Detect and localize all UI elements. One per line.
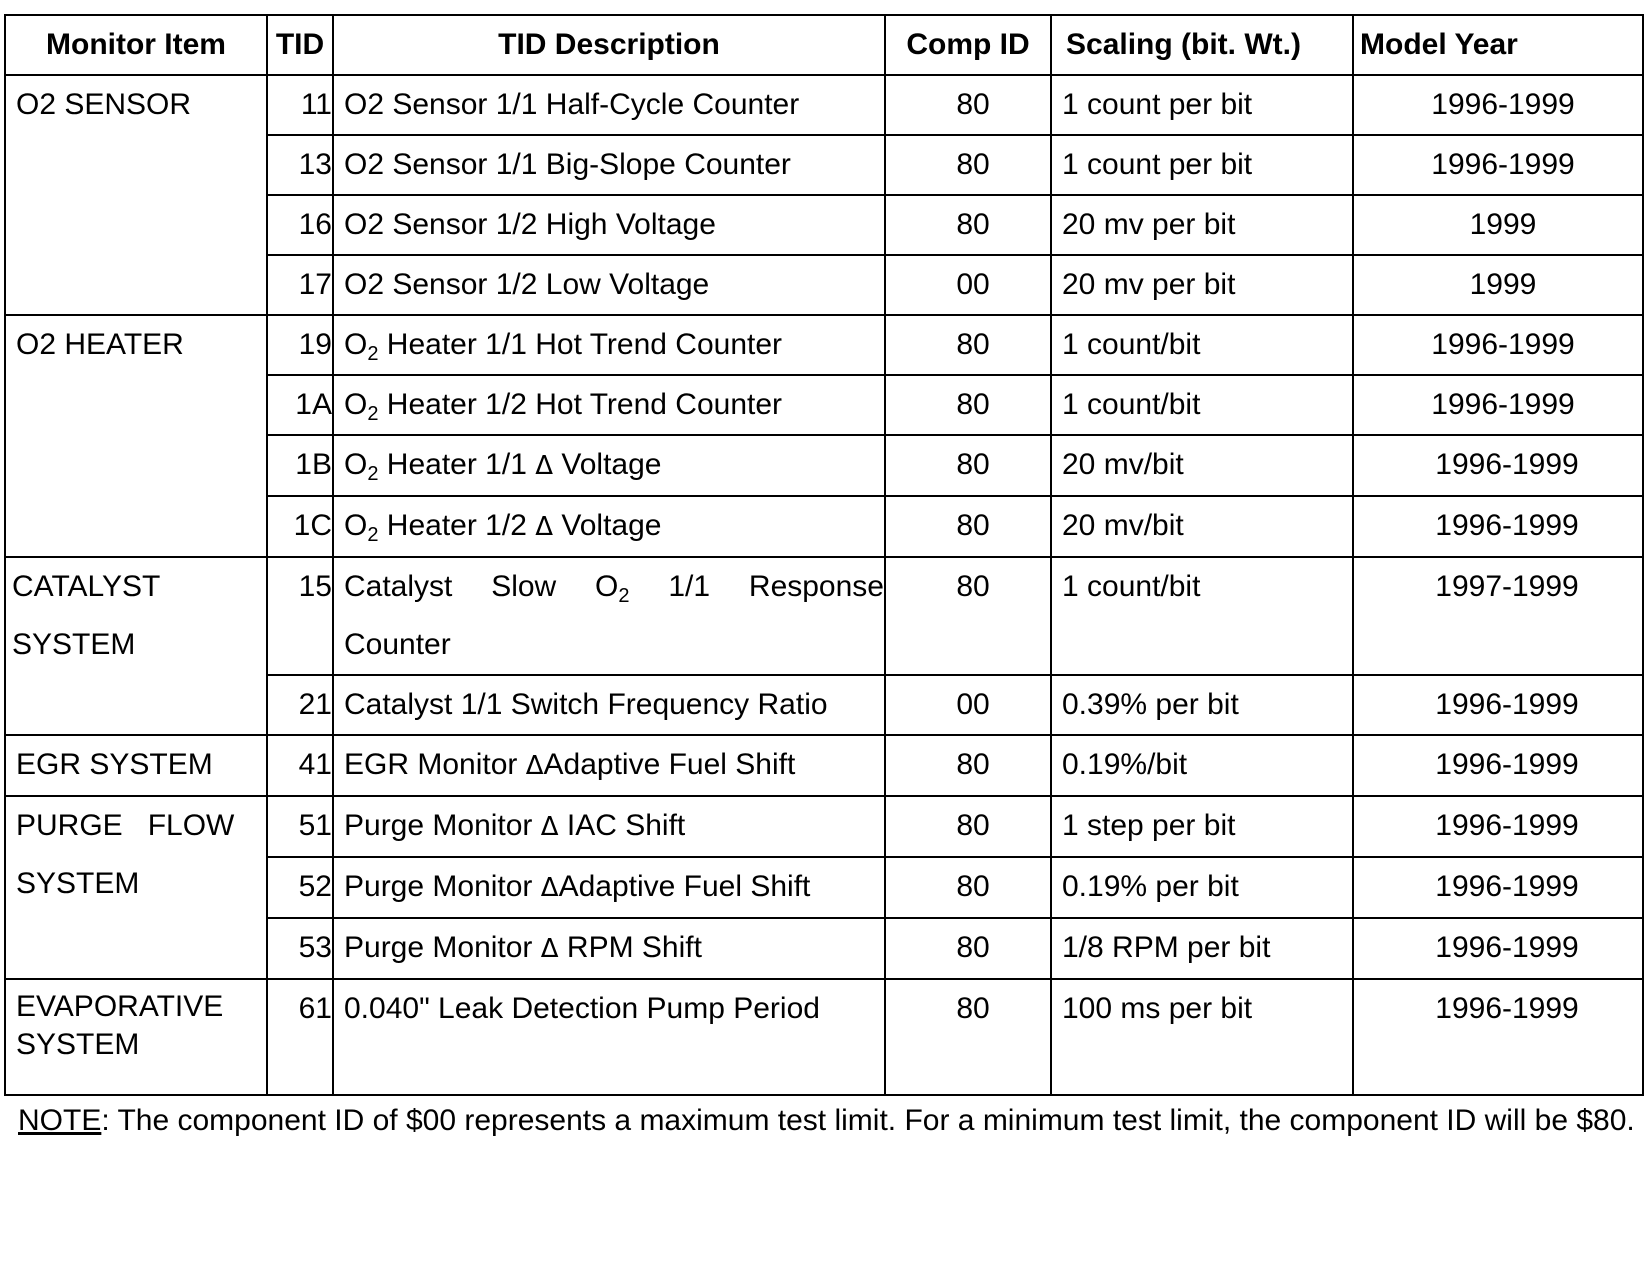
comp-cell: 80 [885,195,1051,255]
tid-cell: 16 [267,195,333,255]
comp-cell: 80 [885,796,1051,857]
tid-cell: 1A [267,375,333,435]
comp-cell: 80 [885,979,1051,1095]
delta-symbol: Δ [535,512,554,542]
header-tid-description: TID Description [333,15,885,75]
footnote [18,1092,1648,1150]
table-row [5,75,1643,135]
comp-cell: 80 [885,557,1051,675]
group-o2-heater: O2 HEATER [5,315,267,557]
scaling-cell: 1 count/bit [1051,557,1353,675]
desc-cell: O2 Sensor 1/2 Low Voltage [333,255,885,315]
group-catalyst-system: CATALYST SYSTEM [5,557,267,735]
desc-cell: Purge Monitor ΔAdaptive Fuel Shift [333,857,885,918]
table-row [5,796,1643,857]
year-cell: 1996-1999 [1353,735,1643,796]
delta-symbol: Δ [540,934,559,964]
desc-cell: O2 Sensor 1/1 Big-Slope Counter [333,135,885,195]
year-cell: 1996-1999 [1353,375,1643,435]
scaling-cell: 20 mv/bit [1051,496,1353,557]
tid-cell: 17 [267,255,333,315]
delta-symbol: Δ [540,812,559,842]
year-cell: 1996-1999 [1353,979,1643,1095]
desc-cell: 0.040" Leak Detection Pump Period [333,979,885,1095]
delta-symbol: Δ [540,873,559,903]
comp-cell: 80 [885,435,1051,496]
scaling-cell: 1 step per bit [1051,796,1353,857]
comp-cell: 80 [885,735,1051,796]
tid-cell: 52 [267,857,333,918]
header-model-year: Model Year [1353,15,1643,75]
comp-cell: 80 [885,135,1051,195]
comp-cell: 80 [885,75,1051,135]
year-cell: 1996-1999 [1353,315,1643,375]
note-text: : The component ID of $00 represents a maximum test limit. For a minimum test limit, the component ID will be $80. [101,1104,1635,1137]
header-tid: TID [267,15,333,75]
scaling-cell: 1 count/bit [1051,375,1353,435]
group-evaporative-system: EVAPORATIVE SYSTEM [5,979,267,1095]
group-egr-system: EGR SYSTEM [5,735,267,796]
comp-cell: 00 [885,255,1051,315]
year-cell: 1996-1999 [1353,496,1643,557]
desc-cell: Purge Monitor Δ IAC Shift [333,796,885,857]
comp-cell: 80 [885,857,1051,918]
scaling-cell: 1/8 RPM per bit [1051,918,1353,979]
desc-cell: O2 Sensor 1/2 High Voltage [333,195,885,255]
desc-cell: $O_2$ Heater 1/1 Hot Trend Counter [333,315,885,375]
desc-cell: Catalyst 1/1 Switch Frequency Ratio [333,675,885,735]
scaling-cell: 100 ms per bit [1051,979,1353,1095]
delta-symbol: Δ [535,451,554,481]
year-cell: 1996-1999 [1353,675,1643,735]
tid-cell: 53 [267,918,333,979]
tid-cell: 1B [267,435,333,496]
year-cell: 1996-1999 [1353,857,1643,918]
year-cell: 1996-1999 [1353,796,1643,857]
year-cell: 1996-1999 [1353,435,1643,496]
table-row [5,557,1643,675]
tid-cell: 1C [267,496,333,557]
comp-cell: 80 [885,918,1051,979]
note-label: NOTE [18,1104,102,1137]
scaling-cell: 0.19% per bit [1051,857,1353,918]
desc-cell: $O_2$ Heater 1/1 Δ Voltage [333,435,885,496]
group-o2-sensor: O2 SENSOR [5,75,267,315]
scaling-cell: 1 count/bit [1051,315,1353,375]
desc-cell: $O_2$ Heater 1/2 Hot Trend Counter [333,375,885,435]
tid-cell: 19 [267,315,333,375]
tid-cell: 21 [267,675,333,735]
scaling-cell: 1 count per bit [1051,75,1353,135]
header-comp-id: Comp ID [885,15,1051,75]
scaling-cell: 20 mv per bit [1051,255,1353,315]
tid-cell: 41 [267,735,333,796]
comp-cell: 80 [885,375,1051,435]
header-row [5,15,1643,75]
tid-cell: 15 [267,557,333,675]
delta-symbol: Δ [525,751,544,781]
year-cell: 1996-1999 [1353,75,1643,135]
comp-cell: 80 [885,315,1051,375]
tid-cell: 51 [267,796,333,857]
scaling-cell: 0.39% per bit [1051,675,1353,735]
desc-cell: Catalyst Slow $O_2$ 1/1 Response Counter [333,557,885,675]
desc-cell: O2 Sensor 1/1 Half-Cycle Counter [333,75,885,135]
comp-cell: 80 [885,496,1051,557]
header-monitor-item: Monitor Item [5,15,267,75]
year-cell: 1996-1999 [1353,135,1643,195]
year-cell: 1999 [1353,195,1643,255]
table-row [5,979,1643,1095]
monitor-table [4,14,1644,1096]
scaling-cell: 20 mv/bit [1051,435,1353,496]
year-cell: 1999 [1353,255,1643,315]
table-row [5,315,1643,375]
scaling-cell: 20 mv per bit [1051,195,1353,255]
tid-cell: 61 [267,979,333,1095]
table-row [5,735,1643,796]
tid-cell: 13 [267,135,333,195]
group-purge-flow-system: PURGE FLOW SYSTEM [5,796,267,979]
desc-cell: Purge Monitor Δ RPM Shift [333,918,885,979]
year-cell: 1996-1999 [1353,918,1643,979]
comp-cell: 00 [885,675,1051,735]
scaling-cell: 1 count per bit [1051,135,1353,195]
tid-cell: 11 [267,75,333,135]
year-cell: 1997-1999 [1353,557,1643,675]
header-scaling: Scaling (bit. Wt.) [1051,15,1353,75]
desc-cell: EGR Monitor ΔAdaptive Fuel Shift [333,735,885,796]
desc-cell: $O_2$ Heater 1/2 Δ Voltage [333,496,885,557]
scaling-cell: 0.19%/bit [1051,735,1353,796]
